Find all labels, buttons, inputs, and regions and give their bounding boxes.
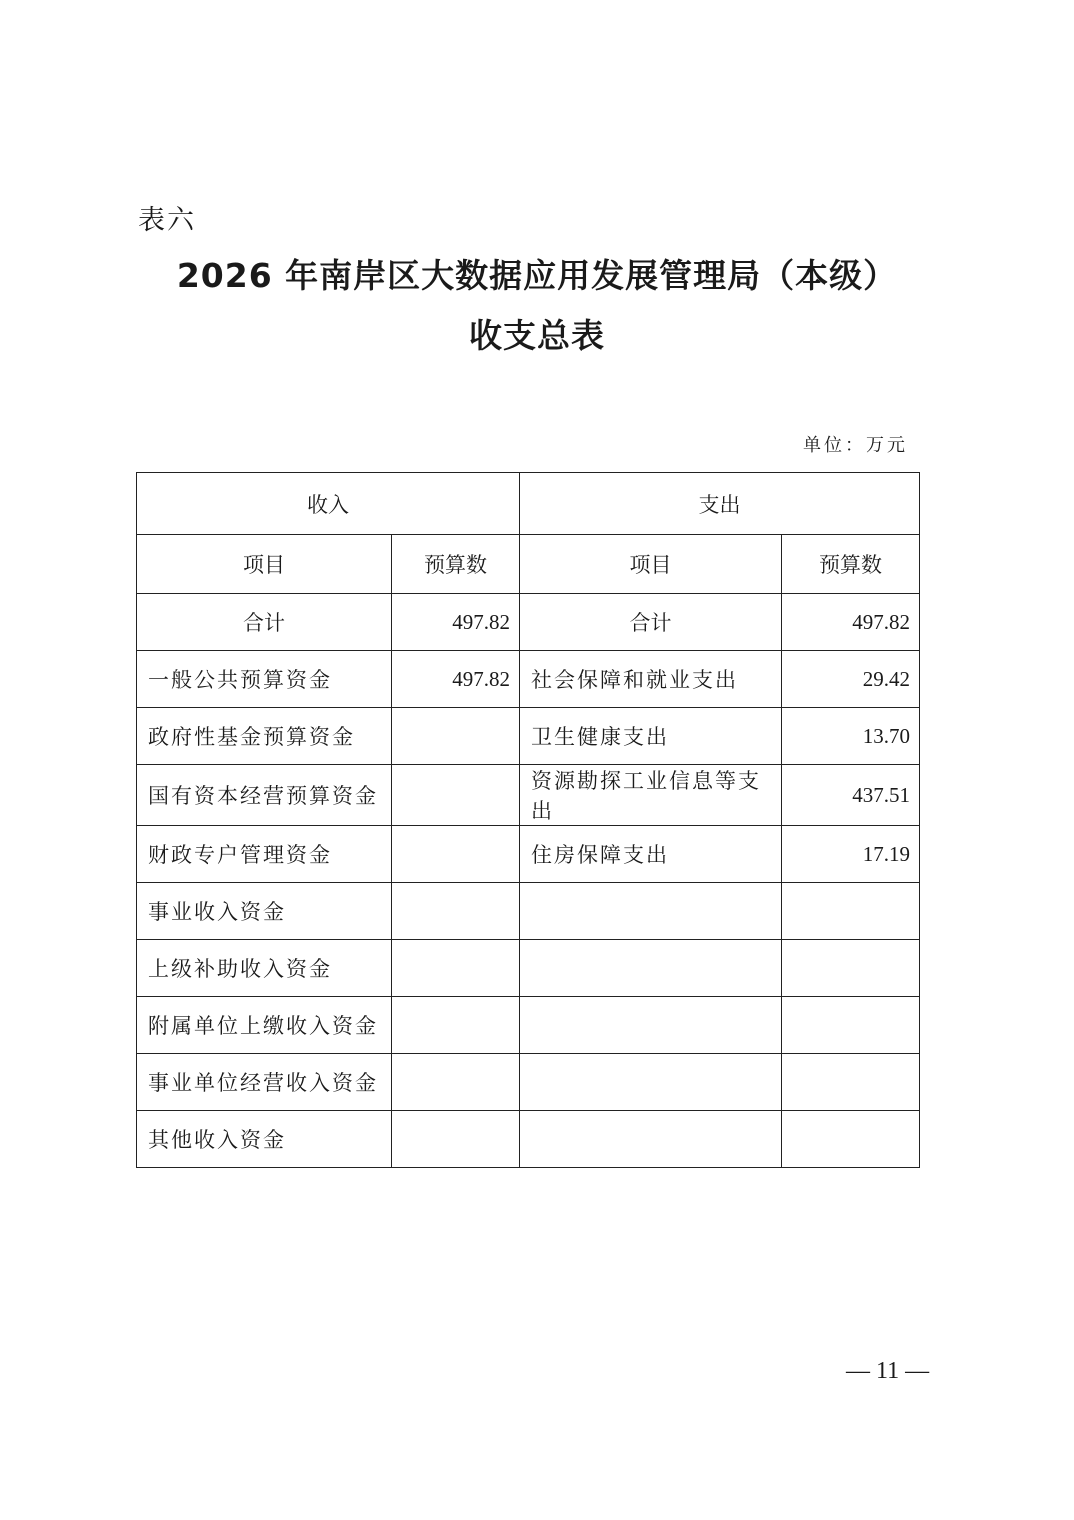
expense-amount-cell: 17.19	[782, 826, 920, 883]
expense-total-label: 合计	[520, 594, 782, 651]
expense-amount-cell	[782, 940, 920, 997]
income-amount-cell	[392, 1054, 520, 1111]
income-amount-cell	[392, 940, 520, 997]
table-row	[137, 708, 920, 765]
expense-amount-cell	[782, 997, 920, 1054]
expense-item-cell	[520, 940, 782, 997]
table-row	[137, 1111, 920, 1168]
expense-item-cell	[520, 883, 782, 940]
page-number: — 11 —	[846, 1358, 930, 1384]
income-amount-cell	[392, 826, 520, 883]
page-title: 2026 年南岸区大数据应用发展管理局（本级）	[176, 256, 898, 295]
expense-item-cell: 卫生健康支出	[520, 708, 782, 765]
income-total-label: 合计	[137, 594, 392, 651]
table-header-row	[137, 473, 920, 535]
income-amount-header: 预算数	[392, 535, 520, 594]
income-amount-cell	[392, 765, 520, 826]
income-amount-cell	[392, 708, 520, 765]
income-item-header: 项目	[137, 535, 392, 594]
expense-amount-cell: 437.51	[782, 765, 920, 826]
income-item-cell: 政府性基金预算资金	[137, 708, 392, 765]
expense-total-amount: 497.82	[782, 594, 920, 651]
table-label: 表六	[138, 205, 196, 236]
table-row	[137, 765, 920, 826]
expense-amount-cell	[782, 1054, 920, 1111]
expense-amount-cell: 13.70	[782, 708, 920, 765]
income-item-cell: 上级补助收入资金	[137, 940, 392, 997]
expense-amount-cell	[782, 1111, 920, 1168]
expense-item-header: 项目	[520, 535, 782, 594]
table-row	[137, 1054, 920, 1111]
unit-label: 单位：万元	[803, 435, 908, 456]
total-row	[137, 594, 920, 651]
income-header: 收入	[137, 473, 520, 535]
income-amount-cell	[392, 1111, 520, 1168]
income-total-amount: 497.82	[392, 594, 520, 651]
income-item-cell: 国有资本经营预算资金	[137, 765, 392, 826]
expense-amount-header: 预算数	[782, 535, 920, 594]
table-row	[137, 940, 920, 997]
income-amount-cell: 497.82	[392, 651, 520, 708]
expense-amount-cell	[782, 883, 920, 940]
expense-item-cell	[520, 1111, 782, 1168]
expense-item-cell: 资源勘探工业信息等支出	[520, 765, 782, 826]
income-item-cell: 一般公共预算资金	[137, 651, 392, 708]
table-row	[137, 883, 920, 940]
expense-item-cell: 社会保障和就业支出	[520, 651, 782, 708]
budget-table	[136, 472, 920, 1168]
income-item-cell: 事业收入资金	[137, 883, 392, 940]
income-item-cell: 事业单位经营收入资金	[137, 1054, 392, 1111]
expense-item-cell	[520, 997, 782, 1054]
table-row	[137, 651, 920, 708]
expense-header: 支出	[520, 473, 920, 535]
table-row	[137, 997, 920, 1054]
income-item-cell: 附属单位上缴收入资金	[137, 997, 392, 1054]
table-subheader-row	[137, 535, 920, 594]
expense-amount-cell: 29.42	[782, 651, 920, 708]
expense-item-cell: 住房保障支出	[520, 826, 782, 883]
table-row	[137, 826, 920, 883]
page-subtitle: 收支总表	[469, 316, 605, 355]
expense-item-cell	[520, 1054, 782, 1111]
income-item-cell: 其他收入资金	[137, 1111, 392, 1168]
income-amount-cell	[392, 883, 520, 940]
income-amount-cell	[392, 997, 520, 1054]
income-item-cell: 财政专户管理资金	[137, 826, 392, 883]
